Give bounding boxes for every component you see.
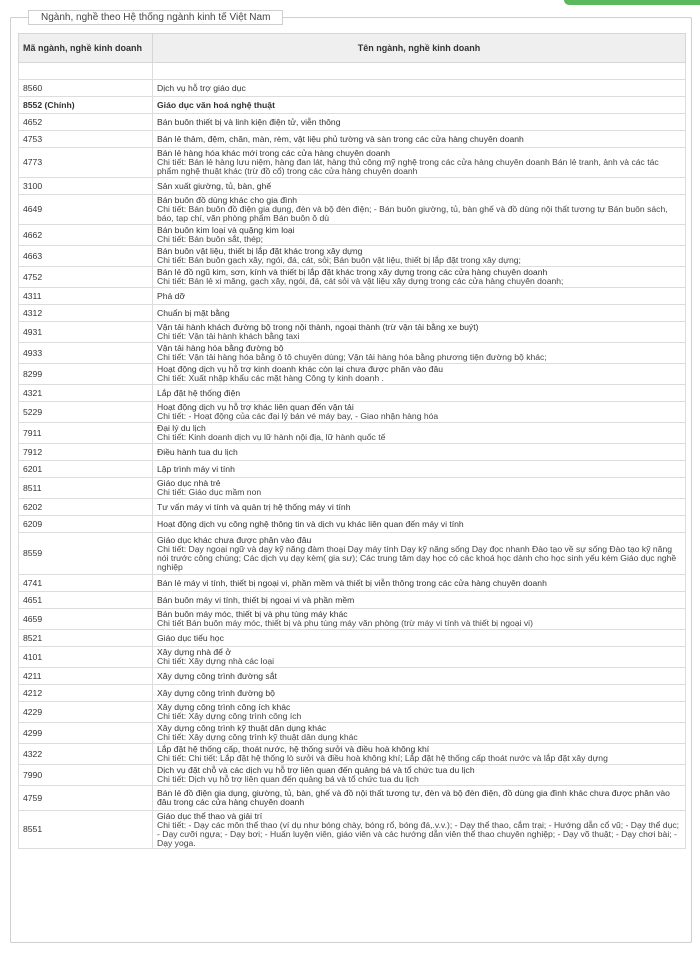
row-code: 8559	[19, 533, 153, 575]
row-title: Bán buôn đồ dùng khác cho gia đình	[157, 195, 298, 205]
row-code: 4931	[19, 322, 153, 343]
corner-accent	[564, 0, 700, 5]
row-detail: Chi tiết: Xuất nhập khẩu các mặt hàng Công ty kinh doanh .	[157, 373, 384, 383]
row-description	[153, 131, 686, 148]
row-title: Xây dựng công trình đường sắt	[157, 670, 277, 681]
row-detail: Chi tiết: Xây dựng công trình kỹ thuật dân dụng khác	[157, 732, 358, 742]
row-code: 8511	[19, 478, 153, 499]
row-title: Xây dựng công trình công ích khác	[157, 702, 291, 712]
row-code: 8521	[19, 630, 153, 647]
business-lines-table	[18, 33, 686, 849]
row-title: Tư vấn máy vi tính và quản trị hệ thống máy vi tính	[157, 501, 351, 512]
row-title: Phá dỡ	[157, 290, 186, 301]
table-row	[19, 461, 686, 478]
row-code: 6201	[19, 461, 153, 478]
row-description	[153, 478, 686, 499]
row-code: 4753	[19, 131, 153, 148]
row-code: 7911	[19, 423, 153, 444]
row-description	[153, 148, 686, 178]
row-code: 8299	[19, 364, 153, 385]
row-description	[153, 630, 686, 647]
row-title: Bán buôn thiết bị và linh kiện điện tử, viễn thông	[157, 116, 341, 127]
row-title: Dịch vụ hỗ trợ giáo dục	[157, 82, 246, 93]
row-description	[153, 685, 686, 702]
row-description	[153, 668, 686, 685]
row-description	[153, 786, 686, 811]
table-row	[19, 668, 686, 685]
row-detail: Chi tiết: - Dạy các môn thể thao (ví dụ như bóng chày, bóng rổ, bóng đá,.v.v.); - Dạy thể thao, cắm trại; - Hướng dẫn cổ vũ; - Dạy thể dục; - Dạy cưỡi ngựa; - Dạy bơi; - Huấn luyện viên, giáo viên và các hướng dẫn viên thể thao chuyên nghiệp; - Dạy võ thuật; - Dạy chơi bài; - Dạy yoga.	[157, 819, 680, 848]
row-code: 4663	[19, 246, 153, 267]
row-detail: Chi tiết: Dịch vụ hỗ trợ liên quan đến quảng bá và tổ chức tua du lịch	[157, 774, 419, 784]
row-code	[19, 63, 153, 80]
table-row	[19, 364, 686, 385]
row-title: Bán buôn kim loại và quặng kim loại	[157, 225, 295, 235]
row-title: Vận tải hàng hóa bằng đường bộ	[157, 343, 284, 353]
row-description	[153, 267, 686, 288]
business-lines-panel	[10, 10, 692, 943]
row-description	[153, 322, 686, 343]
row-title: Điều hành tua du lịch	[157, 446, 238, 457]
row-detail: Chi tiết: Vận tải hàng hóa bằng ô tô chuyên dùng; Vận tải hàng hóa bằng phương tiện đường bộ khác;	[157, 352, 547, 362]
row-title: Lập trình máy vi tính	[157, 463, 235, 474]
table-row	[19, 288, 686, 305]
table-row	[19, 575, 686, 592]
table-row	[19, 516, 686, 533]
row-code: 4651	[19, 592, 153, 609]
row-code: 4321	[19, 385, 153, 402]
row-code: 8551	[19, 811, 153, 849]
row-description	[153, 288, 686, 305]
row-description	[153, 499, 686, 516]
row-code: 4662	[19, 225, 153, 246]
table-row	[19, 702, 686, 723]
row-description	[153, 811, 686, 849]
row-detail: Chi tiết: Dạy ngoại ngữ và dạy kỹ năng đàm thoại Dạy máy tính Dạy kỹ năng sống Dạy đọc nhanh Đào tạo về sự sống Đào tạo kỹ năng nói trước công chúng; Các dịch vụ dạy kèm( gia sư); Các trung tâm dạy học có các khoá học dành cho học sinh yếu kém Giáo dục nghề nghiệp	[157, 543, 677, 572]
row-detail: Chi tiết: Xây dựng công trình công ích	[157, 711, 302, 721]
row-title: Hoạt động dịch vụ hỗ trợ kinh doanh khác còn lại chưa được phân vào đâu	[157, 364, 444, 374]
table-row	[19, 246, 686, 267]
row-description	[153, 723, 686, 744]
row-description	[153, 609, 686, 630]
row-code: 4211	[19, 668, 153, 685]
table-row	[19, 444, 686, 461]
row-code: 7990	[19, 765, 153, 786]
row-description	[153, 63, 686, 80]
row-code: 4101	[19, 647, 153, 668]
table-row	[19, 592, 686, 609]
row-description	[153, 592, 686, 609]
panel-legend: Ngành, nghề theo Hệ thống ngành kinh tế Việt Nam	[28, 10, 283, 25]
table-row	[19, 131, 686, 148]
table-row	[19, 343, 686, 364]
row-title: Bán lẻ đồ ngũ kim, sơn, kính và thiết bị lắp đặt khác trong xây dựng trong các cửa hàng chuyên doanh	[157, 267, 548, 277]
table-row	[19, 765, 686, 786]
row-title: Hoạt động dịch vụ hỗ trợ khác liên quan đến vận tải	[157, 402, 354, 412]
row-description	[153, 178, 686, 195]
row-title: Bán lẻ đồ điện gia dụng, giường, tủ, bàn, ghế và đồ nội thất tương tự, đèn và bộ đèn điện, đồ dùng gia đình khác chưa được phân vào đâu trong các cửa hàng chuyên doanh	[157, 788, 670, 807]
row-title: Bán lẻ máy vi tính, thiết bị ngoại vi, phần mềm và thiết bị viễn thông trong các cửa hàng chuyên doanh	[157, 577, 547, 588]
row-description	[153, 702, 686, 723]
row-detail: Chi tiết: Bán buôn gạch xây, ngói, đá, cát, sỏi; Bán buôn vật liệu, thiết bị lắp đặt trong xây dựng;	[157, 255, 521, 265]
table-header-row	[19, 34, 686, 63]
header-code: Mã ngành, nghề kinh doanh	[19, 34, 153, 63]
row-description	[153, 114, 686, 131]
row-detail: Chi tiết Bán buôn máy móc, thiết bị và phụ tùng máy văn phòng (trừ máy vi tính và thiết bị ngoại vi)	[157, 618, 533, 628]
table-row	[19, 744, 686, 765]
row-description	[153, 402, 686, 423]
row-detail: Chi tiết: Bán lẻ hàng lưu niệm, hàng đan lát, hàng thủ công mỹ nghệ trong các cửa hàng chuyên doanh Bán lẻ tranh, ảnh và các tác phẩm nghệ thuật khác (trừ đồ cổ) trong các cửa hàng chuyên doanh	[157, 157, 659, 176]
table-row	[19, 225, 686, 246]
row-code: 4312	[19, 305, 153, 322]
table-row	[19, 305, 686, 322]
row-description	[153, 364, 686, 385]
row-title: Sản xuất giường, tủ, bàn, ghế	[157, 180, 272, 191]
row-title: Bán buôn vật liệu, thiết bị lắp đặt khác trong xây dựng	[157, 246, 363, 256]
row-title: Vận tải hành khách đường bộ trong nội thành, ngoại thành (trừ vận tải bằng xe buýt)	[157, 322, 479, 332]
row-detail: Chi tiết: Giáo dục mầm non	[157, 487, 262, 497]
row-code: 4649	[19, 195, 153, 225]
row-code: 4752	[19, 267, 153, 288]
row-description	[153, 516, 686, 533]
row-detail: Chi tiết: Xây dựng nhà các loại	[157, 656, 275, 666]
row-title: Giáo dục tiểu học	[157, 632, 224, 643]
row-title: Xây dựng nhà để ở	[157, 647, 231, 657]
row-description	[153, 385, 686, 402]
row-description	[153, 97, 686, 114]
table-row	[19, 322, 686, 343]
table-row	[19, 148, 686, 178]
row-description	[153, 444, 686, 461]
row-description	[153, 533, 686, 575]
row-code: 4322	[19, 744, 153, 765]
table-row	[19, 478, 686, 499]
row-code: 3100	[19, 178, 153, 195]
row-description	[153, 575, 686, 592]
row-title: Bán buôn máy vi tính, thiết bị ngoại vi và phần mềm	[157, 594, 355, 605]
row-title: Xây dựng công trình đường bộ	[157, 687, 275, 698]
table-body	[19, 63, 686, 849]
row-code: 4773	[19, 148, 153, 178]
row-description	[153, 423, 686, 444]
row-title: Giáo dục thể thao và giải trí	[157, 810, 263, 821]
row-title: Bán lẻ thảm, đệm, chăn, màn, rèm, vật liệu phủ tường và sàn trong các cửa hàng chuyên doanh	[157, 133, 524, 144]
row-title: Xây dựng công trình kỹ thuật dân dụng khác	[157, 723, 327, 733]
row-title: Bán buôn máy móc, thiết bị và phụ tùng máy khác	[157, 609, 348, 619]
table-row	[19, 267, 686, 288]
row-title: Bán lẻ hàng hóa khác mới trong các cửa hàng chuyên doanh	[157, 148, 391, 158]
row-description	[153, 647, 686, 668]
row-title: Giáo dục nhà trẻ	[157, 478, 221, 488]
row-title: Lắp đặt hệ thống điện	[157, 387, 241, 398]
row-description	[153, 461, 686, 478]
table-row	[19, 533, 686, 575]
table-row	[19, 114, 686, 131]
table-row	[19, 685, 686, 702]
row-code: 4741	[19, 575, 153, 592]
table-row	[19, 723, 686, 744]
table-row	[19, 630, 686, 647]
row-code: 5229	[19, 402, 153, 423]
row-title: Lắp đặt hệ thống cấp, thoát nước, hệ thống sưởi và điều hoà không khí	[157, 744, 430, 754]
row-title: Hoạt động dịch vụ công nghệ thông tin và dịch vụ khác liên quan đến máy vi tính	[157, 518, 464, 529]
table-row	[19, 423, 686, 444]
row-title: Dịch vụ đặt chỗ và các dịch vụ hỗ trợ liên quan đến quảng bá và tổ chức tua du lịch	[157, 765, 475, 775]
table-row	[19, 97, 686, 114]
row-description	[153, 195, 686, 225]
row-title: Giáo dục khác chưa được phân vào đâu	[157, 534, 312, 545]
row-detail: Chi tiết: Kinh doanh dịch vụ lữ hành nội địa, lữ hành quốc tế	[157, 432, 386, 442]
table-row	[19, 80, 686, 97]
header-name: Tên ngành, nghề kinh doanh	[153, 34, 686, 63]
row-description	[153, 246, 686, 267]
table-row	[19, 647, 686, 668]
row-code: 4229	[19, 702, 153, 723]
row-detail: Chi tiết: Chi tiết: Lắp đặt hệ thống lò sưởi và điều hoà không khí; Lắp đặt hệ thống cấp thoát nước và lắp đặt xây dựng	[157, 753, 608, 763]
row-code: 4659	[19, 609, 153, 630]
row-code: 4299	[19, 723, 153, 744]
table-row	[19, 609, 686, 630]
row-code: 4933	[19, 343, 153, 364]
row-code: 4652	[19, 114, 153, 131]
row-code: 4311	[19, 288, 153, 305]
table-row	[19, 195, 686, 225]
row-code: 8560	[19, 80, 153, 97]
row-description	[153, 80, 686, 97]
row-code: 6209	[19, 516, 153, 533]
row-description	[153, 225, 686, 246]
row-title: Giáo dục văn hoá nghệ thuật	[157, 99, 275, 110]
row-detail: Chi tiết: Bán lẻ xi măng, gạch xây, ngói, đá, cát sỏi và vật liệu xây dựng trong các cửa hàng chuyên doanh;	[157, 276, 564, 286]
row-detail: Chi tiết: - Hoạt động của các đại lý bán vé máy bay, - Giao nhận hàng hóa	[157, 411, 439, 421]
row-description	[153, 744, 686, 765]
table-row	[19, 385, 686, 402]
row-description	[153, 343, 686, 364]
table-row	[19, 178, 686, 195]
row-code: 4759	[19, 786, 153, 811]
row-title: Đại lý du lịch	[157, 423, 206, 433]
row-description	[153, 765, 686, 786]
row-description	[153, 305, 686, 322]
table-row	[19, 499, 686, 516]
row-code: 4212	[19, 685, 153, 702]
table-row	[19, 786, 686, 811]
table-row	[19, 811, 686, 849]
row-detail: Chi tiết: Vận tải hành khách bằng taxi	[157, 331, 300, 341]
row-title: Chuẩn bị mặt bằng	[157, 307, 230, 318]
row-code: 7912	[19, 444, 153, 461]
table-row	[19, 402, 686, 423]
row-detail: Chi tiết: Bán buôn đồ điện gia dụng, đèn và bộ đèn điện; - Bán buôn giường, tủ, bàn ghế và đồ dùng nội thất tương tự Bán buôn sách, báo, tạp chí, văn phòng phẩm Bán buôn ô dù	[157, 204, 668, 223]
table-row	[19, 63, 686, 80]
row-code: 8552 (Chính)	[19, 97, 153, 114]
row-detail: Chi tiết: Bán buôn sắt, thép;	[157, 234, 264, 244]
row-code: 6202	[19, 499, 153, 516]
